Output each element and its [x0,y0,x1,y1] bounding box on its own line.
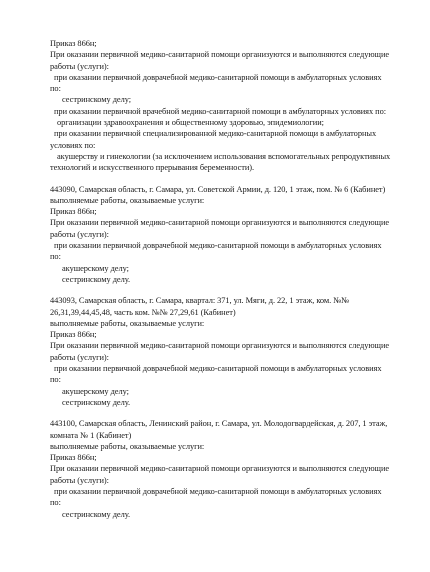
document-page [50,38,410,520]
text-line: комната № 1 (Кабинет) [50,430,132,440]
text-line: при оказании первичной доврачебной медико-санитарной помощи в амбулаторных условиях [54,241,382,251]
text-line: по: [50,252,61,262]
text-line: работы (услуги): [50,229,109,239]
document-section [50,418,410,520]
text-line: организации здравоохранения и общественному здоровью, эпидемиологии; [57,118,324,128]
text-line: При оказании первичной медико-санитарной помощи организуются и выполняются следующие [50,341,390,351]
text-line: 443100, Самарская область, Ленинский район, г. Самара, ул. Молодогвардейская, д. 207, 1 этаж, [50,419,388,429]
text-line: при оказании первичной доврачебной медико-санитарной помощи в амбулаторных условиях [54,486,382,496]
text-line: при оказании первичной специализированной медико-санитарной помощи в амбулаторных [54,129,377,139]
text-line: технологий и искусственного прерывания беременности). [50,163,255,173]
text-line: выполняемые работы, оказываемые услуги: [50,441,205,451]
text-line: при оказании первичной доврачебной медико-санитарной помощи в амбулаторных условиях [54,72,382,82]
text-line: работы (услуги): [50,61,109,71]
text-line: 26,31,39,44,45,48, часть ком. №№ 27,29,61 (Кабинет) [50,307,236,317]
text-line: Приказ 866н; [50,330,97,340]
text-line: сестринскому делу. [62,274,131,284]
text-line: При оказании первичной медико-санитарной помощи организуются и выполняются следующие [50,218,390,228]
block-spacer [50,408,410,418]
block-spacer [50,174,410,184]
text-line: по: [50,375,61,385]
text-line: 443093, Самарская область, г. Самара, квартал: 371, ул. Мяги, д. 22, 1 этаж, ком. №№ [50,296,350,306]
text-line: при оказании первичной доврачебной медико-санитарной помощи в амбулаторных условиях [54,364,382,374]
text-line: 443090, Самарская область, г. Самара, ул. Советской Армии, д. 120, 1 этаж, пом. № 6 (Кабинет) [50,184,386,194]
text-line: работы (услуги): [50,475,109,485]
text-line: выполняемые работы, оказываемые услуги: [50,318,205,328]
text-line: сестринскому делу. [62,509,131,519]
text-line: Приказ 866н; [50,453,97,463]
text-line: по: [50,84,61,94]
text-line: акушерскому делу; [62,263,129,273]
text-line: сестринскому делу; [62,95,132,105]
text-line: работы (услуги): [50,352,109,362]
text-line: выполняемые работы, оказываемые услуги: [50,195,205,205]
document-section [50,295,410,408]
text-line: При оказании первичной медико-санитарной помощи организуются и выполняются следующие [50,50,390,60]
block-spacer [50,285,410,295]
document-section [50,38,410,174]
text-line: сестринскому делу. [62,397,131,407]
text-line: условиях по: [50,140,96,150]
text-line: акушерству и гинекологии (за исключением использования вспомогательных репродуктивных [57,151,391,161]
document-section [50,184,410,286]
text-line: по: [50,498,61,508]
text-line: При оказании первичной медико-санитарной помощи организуются и выполняются следующие [50,464,390,474]
text-line: Приказ 866н; [50,207,97,217]
text-line: при оказании первичной врачебной медико-санитарной помощи в амбулаторных условиях по: [54,106,387,116]
text-line: акушерскому делу; [62,386,129,396]
text-line: Приказ 866н; [50,39,97,48]
